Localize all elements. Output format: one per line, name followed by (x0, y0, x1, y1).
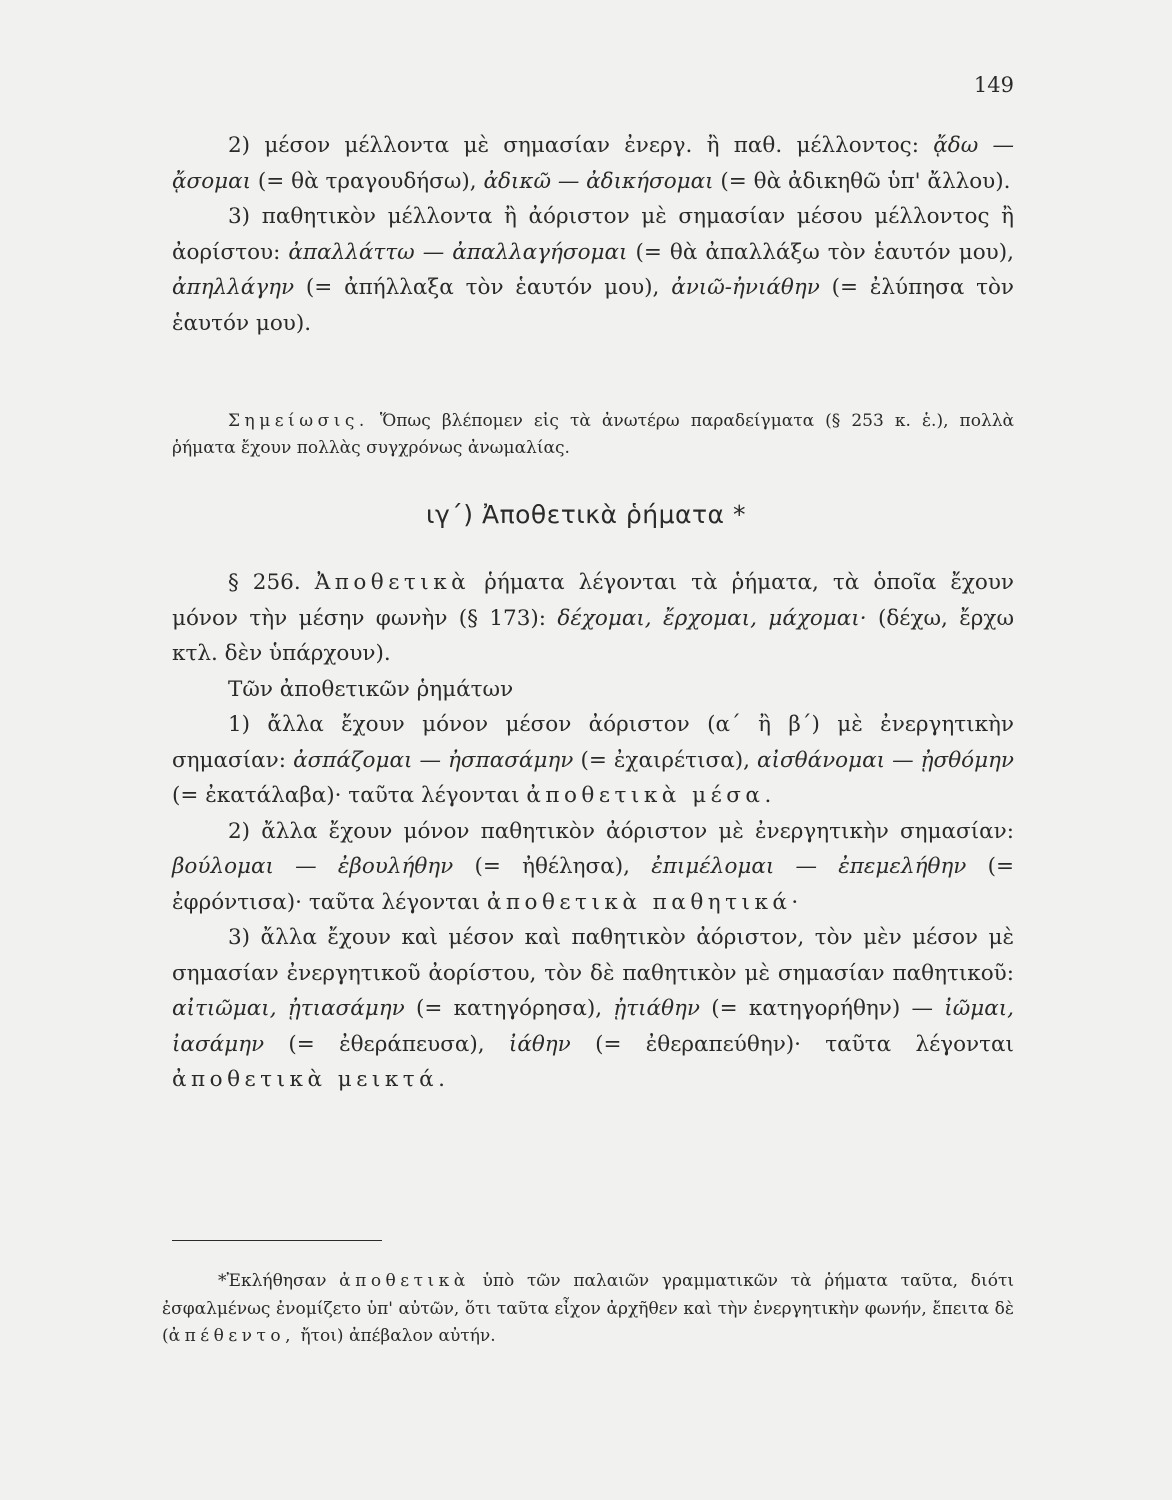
footnote-divider (172, 1240, 382, 1241)
text: (= κατηγορήθην) — (711, 996, 933, 1021)
text: 2) μέσον μέλλοντα μὲ σημασίαν ἐνεργ. ἢ παθ. μέλλοντος: (228, 133, 919, 158)
remark-label: Σημείωσις. (228, 411, 369, 431)
example: ἀδικῶ — ἀδικήσομαι (483, 168, 714, 194)
text: 3) ἄλλα ἔχουν καὶ μέσον καὶ παθητικὸν ἀόριστον, τὸν μὲν μέσον μὲ σημασίαν ἐνεργητικοῦ ἀορίστου, τὸν δὲ παθητικὸν μὲ σημασίαν παθητικοῦ: (172, 925, 1014, 986)
text: (= ἐλύπησα τὸν ἑαυτόν μου). (172, 275, 1014, 336)
defined-term: Ἀποθετικὰ (314, 570, 471, 595)
item-3-passive-future (172, 199, 1014, 341)
text: (= ἀπήλλαξα τὸν ἑαυτόν μου), (305, 275, 660, 300)
term: ἀποθετικὰ παθητικά· (486, 889, 803, 915)
intro-line: Τῶν ἀποθετικῶν ῥημάτων (228, 676, 514, 702)
footnote (162, 1268, 1014, 1351)
example: ἀσπάζομαι — ἠσπασάμην (293, 747, 574, 773)
term: ἀποθετικὰ (339, 1271, 470, 1291)
text: (= ἐκατάλαβα)· ταῦτα λέγονται (172, 783, 520, 808)
remark-paragraph (172, 408, 1014, 462)
item-1 (172, 707, 1014, 814)
example: αἰτιῶμαι, ᾐτιασάμην (172, 996, 405, 1021)
example: ἀπαλλάττω — ἀπαλλαγήσομαι (288, 239, 628, 265)
item-3 (172, 920, 1014, 1098)
item-2-middle-future (172, 128, 1014, 199)
text: 3) παθητικὸν μέλλοντα ἢ ἀόριστον μὲ σημασίαν μέσου μέλλοντος ἢ ἀορίστου: (172, 204, 1014, 265)
text: ὑπὸ τῶν παλαιῶν γραμματικῶν τὰ ῥήματα ταῦτα, διότι ἐσφαλμένως ἐνομίζετο ὑπ' αὐτῶν, ὅτι ταῦτα εἶχον ἀρχῆθεν καὶ τὴν ἐνεργητικὴν φωνήν, ἔπειτα δὲ ( (162, 1271, 1015, 1346)
term: ἀπέθεντο, (168, 1326, 296, 1346)
example: ἰάθην (508, 1031, 571, 1057)
example: ἐπιμέλομαι — ἐπεμελήθην (651, 854, 967, 879)
example: ἀπηλλάγην (172, 275, 295, 300)
remark-block (172, 408, 1014, 462)
section-number: § 256. (228, 570, 301, 595)
example: δέχομαι, ἔρχομαι, μάχομαι· (557, 605, 867, 631)
text: (= θὰ ἀδικηθῶ ὑπ' ἄλλου). (720, 168, 1011, 194)
remark-text: Ὅπως βλέπομεν εἰς τὰ ἀνωτέρω παραδείγματα (§ 253 κ. ἑ.), πολλὰ ῥήματα ἔχουν πολλὰς συγχρόνως ἀνωμαλίας. (172, 411, 1014, 458)
example: ἀνιῶ-ἠνιάθην (671, 275, 820, 300)
footnote-paragraph (162, 1268, 1014, 1351)
text: 2) ἄλλα ἔχουν μόνον παθητικὸν ἀόριστον μὲ ἐνεργητικὴν σημασίαν: (228, 818, 1014, 844)
item-2 (172, 814, 1014, 921)
term: ἀποθετικὰ μέσα. (526, 783, 776, 808)
text: *Ἐκλήθησαν (218, 1271, 327, 1291)
term: ἀποθετικὰ μεικτά. (172, 1067, 450, 1092)
continuation-block (172, 128, 1014, 341)
page-number: 149 (973, 73, 1014, 97)
example: βούλομαι — ἐβουλήθην (172, 854, 454, 879)
text: (= θὰ τραγουδήσω), (257, 168, 477, 194)
example: ᾄδω — ᾄσομαι (172, 133, 1014, 194)
text: (= ἐχαιρέτισα), (580, 747, 750, 773)
text: (= κατηγόρησα), (415, 996, 603, 1021)
text: (= ἠθέλησα), (474, 854, 630, 879)
text: (= θὰ ἀπαλλάξω τὸν ἑαυτόν μου), (635, 239, 1014, 265)
definition-paragraph (172, 565, 1014, 672)
text: 1) ἄλλα ἔχουν μόνον μέσον ἀόριστον (α΄ ἢ β΄) μὲ ἐνεργητικὴν σημασίαν: (172, 712, 1014, 773)
section-heading: ιγ΄) Ἀποθετικὰ ῥήματα * (426, 500, 746, 529)
example: ἰῶμαι, ἰασάμην (172, 996, 1014, 1057)
text: (= ἐθεραπεύθην)· ταῦτα λέγονται (595, 1031, 1014, 1057)
text: ῥήματα λέγονται τὰ ῥήματα, τὰ ὁποῖα ἔχουν μόνον τὴν μέσην φωνὴν (§ 173): (172, 570, 1014, 631)
section-256 (172, 565, 1014, 1098)
text: (= ἐφρόντισα)· ταῦτα λέγονται (172, 854, 1014, 915)
example: αἰσθάνομαι — ᾐσθόμην (757, 747, 1015, 773)
text: (δέχω, ἔρχω κτλ. δὲν ὑπάρχουν). (172, 605, 1014, 666)
example: ᾐτιάθην (613, 996, 700, 1021)
text: ἤτοι) ἀπέβαλον αὐτήν. (300, 1326, 496, 1346)
text: (= ἐθεράπευσα), (288, 1031, 485, 1057)
